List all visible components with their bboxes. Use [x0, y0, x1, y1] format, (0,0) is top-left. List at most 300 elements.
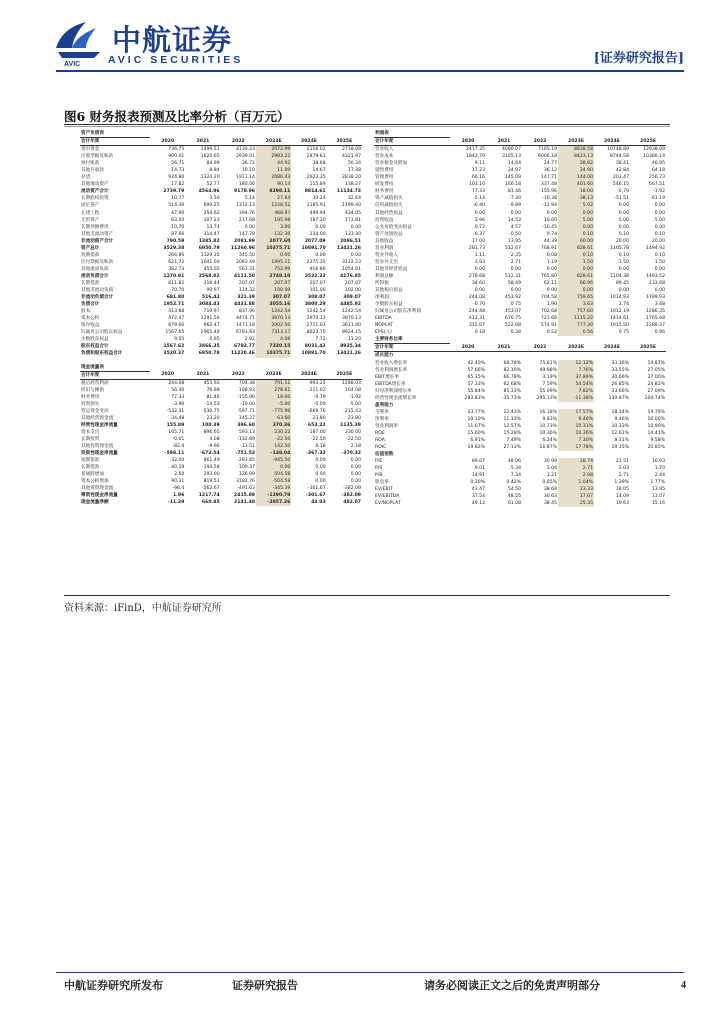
table-row [80, 167, 362, 174]
row-value: 4176.85 [340, 273, 361, 279]
row-label: ROA [375, 438, 385, 444]
row-value: -504.58 [256, 478, 291, 485]
row-value: 0.00 [350, 472, 361, 478]
row-value: 32.64 [347, 196, 361, 202]
table-row [80, 224, 362, 231]
row-label: 资本支出 [81, 429, 100, 435]
row-value: 65.35% [467, 374, 485, 380]
row-value: 308.07 [307, 295, 326, 301]
ratio-section-spacer [558, 352, 594, 360]
table-row [374, 266, 666, 273]
row-label: P/S [375, 466, 383, 472]
row-label: 营业利润率 [375, 423, 398, 429]
row-value: 34.60 [471, 280, 485, 286]
table-row [374, 202, 666, 209]
row-value: 17.57% [558, 409, 594, 416]
row-label: 长期借款 [81, 280, 100, 286]
row-value: 114.32 [238, 288, 255, 294]
row-value: 2.98 [558, 472, 594, 479]
row-value: 13.95 [507, 238, 521, 244]
row-value: 9.83% [542, 416, 557, 422]
row-value: 49.98% [539, 367, 557, 373]
row-label: EV/EBIT [375, 487, 393, 493]
row-value: 453.92 [203, 380, 220, 386]
row-value: 33.55% [611, 367, 629, 373]
source-rule [64, 595, 670, 596]
row-value: 19.87% [647, 360, 665, 366]
row-value: 13.74 [206, 224, 220, 230]
row-value: 2077.60 [256, 238, 291, 245]
row-value: 90.14 [256, 181, 291, 188]
table-row [374, 395, 666, 402]
row-value: 2083.49 [235, 259, 255, 265]
row-value: 2568.02 [198, 273, 220, 279]
row-value: 0.10 [618, 252, 629, 258]
row-value: 107.23 [203, 217, 220, 223]
row-value: 819.51 [203, 479, 220, 485]
row-value: 3970.13 [306, 316, 326, 322]
row-value: 0.95 [209, 337, 220, 343]
row-value: 38.68 [312, 161, 326, 167]
row-value: 0.00 [256, 252, 291, 259]
row-label: 信用减值损失 [375, 203, 403, 209]
section-title-spacer [486, 130, 522, 138]
row-value: 134.00 [309, 231, 326, 237]
row-label: 其他收益 [375, 238, 394, 244]
row-value: 20.00 [615, 238, 629, 244]
row-label: 普通股增加 [81, 472, 104, 478]
ratio-section-spacer [486, 352, 522, 360]
row-value: 66.16 [471, 175, 485, 181]
ratio-section-title: 盈利能力 [375, 402, 394, 408]
row-value: 653.22 [307, 422, 326, 428]
table-row [80, 422, 362, 429]
year-header-cell: 2025E [327, 138, 362, 146]
row-value: 40.19 [171, 465, 185, 471]
table-row [80, 231, 362, 238]
section-title-spacer [291, 364, 326, 372]
row-value: 19.63 [615, 501, 629, 507]
row-value: 147.78 [238, 231, 255, 237]
table-row [374, 280, 666, 287]
row-value: 10.00% [647, 416, 665, 422]
row-value: 561.31 [238, 266, 255, 272]
row-value: 5.02 [558, 202, 594, 209]
row-value: 115.89 [309, 182, 326, 188]
row-value: 2838.20 [342, 175, 361, 181]
row-value: 9.05 [174, 337, 185, 343]
row-value: 2116.02 [306, 147, 326, 153]
row-label: 其他非流动资产 [81, 231, 114, 237]
row-value: 7313.17 [256, 329, 291, 336]
row-value: 82.10% [503, 367, 521, 373]
row-label: 股息率 [375, 480, 389, 486]
row-value: 434.05 [344, 210, 361, 216]
row-label: 应付票据及账款 [81, 259, 114, 265]
table-row [80, 202, 362, 209]
table-row [80, 181, 362, 188]
row-value: 180.00 [238, 182, 255, 188]
row-label: 筹资性现金净流量 [81, 493, 118, 499]
row-value: 1291.56 [200, 316, 220, 322]
row-value: 43.03 [311, 500, 326, 506]
row-value: 7.49% [506, 438, 521, 444]
row-label: 净利润 [375, 295, 389, 301]
ratio-section-title: 估值倍数 [375, 452, 394, 458]
row-value: -3.96 [172, 401, 185, 407]
row-label: 应收票据及账款 [81, 154, 114, 160]
row-value: -1290.79 [256, 492, 291, 499]
row-value: -22.50 [310, 436, 326, 442]
row-value: 1952.71 [163, 302, 185, 308]
row-value: 0.00 [546, 288, 557, 294]
row-value: 1324.20 [200, 175, 220, 181]
row-value: -32.00 [169, 458, 185, 464]
row-value: 574.91 [540, 323, 557, 329]
ratio-section-spacer [486, 451, 522, 458]
row-value: 10375.71 [256, 350, 291, 357]
table-row [80, 471, 362, 478]
table-row [80, 350, 362, 357]
row-value: 17.00 [471, 238, 485, 244]
row-value: 768.91 [540, 245, 557, 251]
row-value: -491.63 [237, 486, 255, 492]
year-header-cell: 2022 [221, 138, 256, 146]
row-value: 1.04% [558, 479, 594, 486]
row-value: -1.92 [349, 394, 361, 400]
row-value: 44.39 [543, 238, 557, 244]
table-row [374, 458, 666, 465]
year-header-cell: 2024E [594, 344, 630, 352]
row-value: 0.00 [558, 210, 594, 217]
page-number: 4 [681, 980, 686, 991]
row-value: 6793.77 [234, 344, 255, 350]
row-value: 4485.92 [340, 302, 361, 308]
row-value: 1015.50 [610, 323, 629, 329]
row-value: 0.65% [542, 480, 557, 486]
row-value: 0.00 [315, 252, 326, 258]
row-value: 660.85 [201, 500, 220, 506]
row-value: 0.42% [506, 480, 521, 486]
row-value: 33.66% [611, 388, 629, 394]
year-header-cell: 2021 [185, 138, 220, 146]
row-value: 18.34% [611, 409, 629, 415]
row-value: 7320.15 [256, 343, 291, 350]
row-value: 18.00 [256, 394, 291, 401]
table-row [374, 238, 666, 245]
row-value: 6950.79 [198, 245, 220, 251]
row-value: 0.00 [510, 266, 521, 272]
row-value: 412.31 [468, 316, 485, 322]
row-value: 28.74 [558, 458, 594, 465]
row-value: -370.32 [341, 451, 361, 457]
row-value: 81.46 [206, 394, 220, 400]
row-value: 19.82% [467, 445, 485, 451]
table-row [80, 379, 362, 387]
row-value: 8744.58 [610, 154, 629, 160]
table-row [374, 360, 666, 367]
row-value: 19.79% [647, 409, 665, 415]
row-value: 6950.78 [198, 351, 220, 357]
row-value: -562.67 [201, 486, 220, 492]
row-value: 0.96 [654, 330, 665, 336]
row-value: 3.63 [558, 301, 594, 308]
row-value: 11134.73 [336, 189, 361, 195]
row-value: 27.13% [503, 445, 521, 451]
row-value: 1995.11 [256, 259, 291, 266]
row-value: 61.08 [507, 501, 521, 507]
row-value: 6783.83 [235, 330, 255, 336]
row-value: 337.48 [540, 182, 557, 188]
row-value: 621.72 [168, 259, 185, 265]
row-value: 17.38 [347, 168, 361, 174]
row-value: 0.18 [474, 330, 485, 336]
row-value: 1.70 [654, 466, 665, 472]
row-value: -2057.26 [256, 499, 291, 506]
row-value: 256.73 [648, 175, 665, 181]
table-row [374, 245, 666, 252]
section-title-spacer [150, 364, 185, 372]
ratio-section-row [374, 451, 666, 458]
row-value: 8838.58 [558, 146, 594, 154]
row-value: 14.64 [507, 161, 521, 167]
row-value: 0.00 [474, 210, 485, 216]
table-row [80, 287, 362, 294]
row-value: 38.45 [543, 501, 557, 507]
row-value: 10.73% [539, 423, 557, 429]
row-value: 1.39% [614, 480, 629, 486]
row-value: 924.80 [168, 175, 185, 181]
row-value: 0.00 [558, 266, 594, 273]
row-label: 营业外收入 [375, 252, 398, 258]
row-value: 382.73 [168, 266, 185, 272]
row-value: 23.20 [206, 415, 220, 421]
row-value: 187.20 [309, 217, 326, 223]
table-row [374, 444, 666, 451]
row-label: 留存收益 [81, 323, 100, 329]
row-value: 4080.07 [502, 147, 521, 153]
row-value: 230.22 [256, 429, 291, 436]
row-value: 2.71 [558, 465, 594, 472]
row-label: 其他经营现金流 [81, 415, 114, 421]
row-value: 27.64 [256, 195, 291, 202]
year-header-cell: 2023E [558, 344, 594, 352]
row-value: 1242.54 [256, 308, 291, 315]
row-value: 8031.42 [304, 344, 326, 350]
year-header-label: 会计年度 [80, 138, 150, 146]
row-value: 2879.81 [306, 154, 326, 160]
row-value: 46.95 [651, 161, 665, 167]
row-value: 3.04 [546, 466, 557, 472]
row-value: 1105.78 [610, 245, 629, 251]
row-value: -751.53 [235, 451, 255, 457]
ratio-section-spacer [558, 402, 594, 409]
row-value: 681.80 [166, 295, 185, 301]
table-row [374, 465, 666, 472]
row-value: 0.10 [558, 252, 594, 259]
row-value: 195.98 [256, 217, 291, 224]
row-value: 330.00 [344, 429, 361, 435]
row-value: 10.77 [171, 196, 185, 202]
row-value: -9.96 [207, 444, 220, 450]
row-label: 资产减值损失 [375, 196, 403, 202]
row-value: 34.48 [171, 415, 185, 421]
row-value: 453.07 [504, 309, 521, 315]
row-label: ROIC [375, 445, 387, 451]
row-value: 0.52 [546, 330, 557, 336]
row-label: 存货 [81, 175, 91, 181]
row-value: 1270.91 [163, 273, 185, 279]
row-value: 9.11 [474, 161, 485, 167]
row-value: 3970.13 [342, 316, 361, 322]
row-value: 3055.16 [256, 301, 291, 308]
table-row [80, 252, 362, 259]
row-value: -775.96 [256, 408, 291, 415]
row-value: 89.07 [471, 459, 485, 465]
row-value: 3611.40 [342, 323, 361, 329]
row-value: 1129.35 [200, 252, 220, 258]
section-title-spacer [630, 336, 666, 344]
row-value: 1.19 [546, 259, 557, 265]
row-value: 453.92 [504, 295, 521, 301]
row-value: 14.67 [312, 168, 326, 174]
row-value: 7.72 [315, 337, 326, 343]
row-value: 0.10 [558, 231, 594, 238]
table-row [80, 217, 362, 224]
table-row [80, 436, 362, 443]
year-header-cell: 2024E [594, 138, 630, 146]
row-value: 3520.37 [163, 351, 185, 357]
row-value: 0.00 [618, 210, 629, 216]
row-value: 309.07 [343, 295, 361, 301]
row-label: 归属母公司股东权益 [81, 330, 123, 336]
table-row [80, 485, 362, 492]
row-value: 0.00 [546, 210, 557, 216]
year-header-cell: 2024E [291, 371, 326, 379]
row-value: 11.13% [503, 416, 521, 422]
table-row [374, 409, 666, 416]
row-value: -672.54 [200, 451, 220, 457]
row-value: 3970.13 [256, 315, 291, 322]
table-row [374, 287, 666, 294]
section-title-spacer [450, 130, 486, 138]
row-value: 66.96 [558, 280, 594, 287]
row-label: 长期投资 [81, 436, 100, 442]
section-title-spacer [185, 130, 220, 138]
row-value: 87.66 [171, 231, 185, 237]
row-value: 0.00 [654, 266, 665, 272]
table-row [80, 160, 362, 167]
row-label: P/B [375, 473, 383, 479]
row-value: 0.00 [510, 288, 521, 294]
row-value: 4474.71 [235, 316, 255, 322]
row-value: 12.57% [503, 423, 521, 429]
row-value: 21.51 [615, 459, 629, 465]
row-value: 10375.71 [256, 245, 291, 252]
section-title-spacer [150, 130, 185, 138]
row-value: 316.44 [203, 280, 220, 286]
row-value: 0.00 [315, 472, 326, 478]
row-value: 90.31 [171, 479, 185, 485]
row-value: 3122.23 [342, 259, 361, 265]
row-value: 7.34 [510, 473, 521, 479]
row-value: 2983.22 [256, 153, 291, 160]
row-value: 147.71 [540, 175, 557, 181]
row-value: 0.00 [350, 479, 361, 485]
row-value: 0.00 [618, 224, 629, 230]
row-value: 126.99 [238, 472, 255, 478]
row-label: 毛利率 [375, 409, 389, 415]
row-value: 1.50 [558, 259, 594, 266]
row-value: 42.40% [467, 360, 485, 366]
row-value: 49.12 [471, 501, 485, 507]
section-title-spacer [486, 336, 522, 344]
row-value: -10.38 [542, 196, 557, 202]
table-row [80, 315, 362, 322]
row-value: 14.91 [471, 473, 485, 479]
row-value: 15.28% [503, 430, 521, 436]
row-value: 5.00 [654, 217, 665, 223]
row-label: ROE [375, 430, 385, 436]
row-value: 14.73 [171, 168, 185, 174]
year-header-cell: 2024E [291, 138, 326, 146]
row-value: 0.10 [654, 252, 665, 258]
row-value: 104.74% [644, 395, 665, 401]
row-value: 18.00 [558, 188, 594, 195]
row-value: 1289.37 [646, 323, 665, 329]
row-value: 11.07 [651, 494, 665, 500]
figure-title: 图6 财务报表预测及比率分析（百万元） [64, 109, 290, 124]
row-value: 27.05% [647, 367, 665, 373]
row-value: 0.75 [510, 302, 521, 308]
row-value: 394.76 [238, 210, 255, 216]
row-value: 1.11 [474, 252, 485, 258]
row-value: -283.85 [237, 458, 255, 464]
row-label: 投资性现金净流量 [81, 451, 118, 457]
row-label: 长期股权投资 [81, 196, 109, 202]
row-value: 516.42 [201, 295, 220, 301]
footer-report-type: 证券研究报告 [232, 979, 298, 992]
row-value: 504.58 [256, 471, 291, 478]
row-value: -5.00 [349, 401, 361, 407]
row-value: 3.21 [546, 473, 557, 479]
table-row [374, 160, 666, 167]
row-value: 2965.40 [200, 330, 220, 336]
row-value: 15.16 [651, 501, 665, 507]
row-value: 37.89% [558, 374, 594, 381]
row-value: 2623.35 [306, 175, 326, 181]
row-value: 1286.35 [646, 309, 665, 315]
row-value: 55.09% [539, 388, 557, 394]
row-value: 1.96 [172, 493, 185, 499]
row-label: 净利率 [375, 416, 389, 422]
row-value: 315.07 [468, 323, 485, 329]
table-row [374, 252, 666, 259]
year-header-cell: 2023E [256, 371, 291, 379]
row-value: 0.08 [546, 252, 557, 258]
section-title-spacer [256, 364, 291, 372]
row-value: 704.58 [540, 295, 557, 301]
row-label: 所得税 [375, 280, 389, 286]
row-label: 流动资产合计 [81, 189, 109, 195]
year-header-cell: 2020 [450, 344, 486, 352]
section-title-spacer [594, 336, 630, 344]
row-value: 861.49 [203, 458, 220, 464]
row-value: -109.37 [237, 465, 255, 471]
row-value: 20.85% [647, 445, 665, 451]
row-value: 23.80 [312, 415, 326, 421]
row-value: 314.47 [203, 231, 220, 237]
